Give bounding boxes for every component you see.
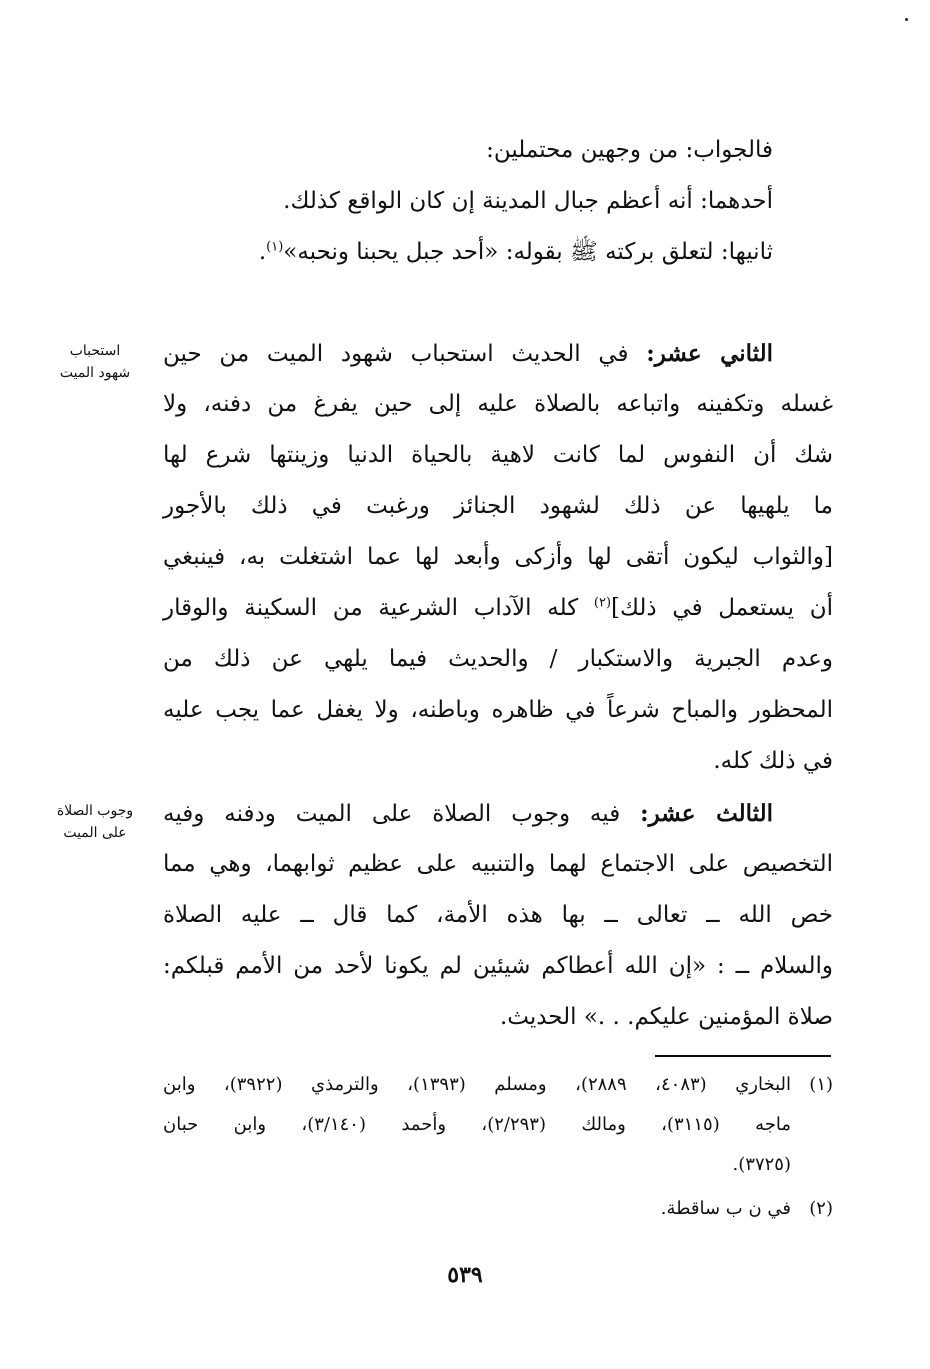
section-thirteen-last-line: صلاة المؤمنين عليكم. . .» الحديث. <box>499 1004 833 1030</box>
section-twelve-line: وعدم الجبرية والاستكبار / والحديث فيما يلهي عن ذلك من <box>163 646 833 672</box>
footnote-2-number: (٢) <box>809 1198 833 1219</box>
section-thirteen-heading: الثالث عشر: <box>640 800 774 827</box>
margin-note-funeral-prayer <box>36 800 154 844</box>
section-thirteen-line: خص الله ــ تعالى ــ بها هذه الأمة، كما قال ــ عليه الصلاة <box>163 902 833 928</box>
section-twelve-line-6 <box>163 583 833 634</box>
footnote-ref-2[interactable]: (٢) <box>593 595 612 611</box>
section-thirteen-line-1-text: فيه وجوب الصلاة على الميت ودفنه وفيه <box>163 801 621 827</box>
margin-note-line: وجوب الصلاة <box>56 803 134 819</box>
section-thirteen-line: التخصيص على الاجتماع لهما والتنبيه على عظيم ثوابهما، وهي مما <box>163 851 833 877</box>
answer-line-3-text: ثانيها: لتعلق بركته ﷺ بقوله: «أحد جبل يحبنا ونحبه» <box>283 239 773 265</box>
footnote-2 <box>163 1189 833 1229</box>
section-twelve-line: [والثواب ليكون أتقى لها وأزكى وأبعد لها عما اشتغلت به، فينبغي <box>163 544 833 570</box>
section-thirteen <box>163 788 833 1043</box>
section-twelve-line-6-start: أن يستعمل في ذلك] <box>611 595 833 621</box>
margin-note-line: على الميت <box>63 825 127 841</box>
footnote-1-number: (١) <box>809 1074 834 1095</box>
answer-line-2: أحدهما: أنه أعظم جبال المدينة إن كان الواقع كذلك. <box>283 188 773 214</box>
footnote-ref-1[interactable]: (١) <box>266 239 284 255</box>
footnotes <box>163 1065 833 1229</box>
section-twelve-heading: الثاني عشر: <box>646 340 773 367</box>
page-number: ٥٣٩ <box>447 1262 483 1288</box>
answer-block <box>163 125 833 278</box>
section-twelve-line: ما يلهيها عن ذلك لشهود الجنائز ورغبت في ذلك بالأجور <box>163 493 833 519</box>
section-twelve <box>163 328 833 787</box>
answer-line-3-tail: . <box>258 239 267 265</box>
section-thirteen-line: والسلام ــ : «إن الله أعطاكم شيئين لم يكونا لأحد من الأمم قبلكم: <box>163 953 833 979</box>
footnote-1-line-2: ماجه (٣١١٥)، ومالك (٢/٢٩٣)، وأحمد (٣/١٤٠)، وابن حبان <box>163 1114 791 1135</box>
section-twelve-line-6-rest: كله الآداب الشرعية من السكينة والوقار <box>163 595 579 621</box>
margin-note-attending-funeral <box>36 340 154 384</box>
section-twelve-line: غسله وتكفينه واتباعه بالصلاة عليه إلى حين يفرغ من دفنه، ولا <box>163 391 833 417</box>
footnote-separator <box>655 1055 831 1057</box>
section-twelve-line: المحظور والمباح شرعاً في ظاهره وباطنه، ولا يغفل عما يجب عليه <box>163 697 833 723</box>
margin-note-line: استحباب <box>69 343 121 359</box>
footnote-1-text: البخاري (٤٠٨٣، ٢٨٨٩)، ومسلم (١٣٩٣)، والترمذي (٣٩٢٢)، وابن <box>163 1074 792 1095</box>
section-twelve-line-1-text: في الحديث استحباب شهود الميت من حين <box>163 341 629 367</box>
margin-note-line: شهود الميت <box>59 365 131 381</box>
section-twelve-last-line: في ذلك كله. <box>713 748 833 774</box>
section-thirteen-line-1 <box>163 788 833 839</box>
answer-line-1: فالجواب: من وجهين محتملين: <box>486 137 773 163</box>
footnote-2-text: في ن ب ساقطة. <box>660 1198 791 1219</box>
section-twelve-line: شك أن النفوس لما كانت لاهية بالحياة الدنيا وزينتها شرع لها <box>163 442 833 468</box>
footnote-1-line-1 <box>163 1065 833 1105</box>
section-twelve-line-1 <box>163 328 833 379</box>
answer-line-3 <box>163 227 833 278</box>
scan-speck <box>905 18 908 21</box>
footnote-1-line-3: (٣٧٢٥). <box>732 1154 791 1175</box>
